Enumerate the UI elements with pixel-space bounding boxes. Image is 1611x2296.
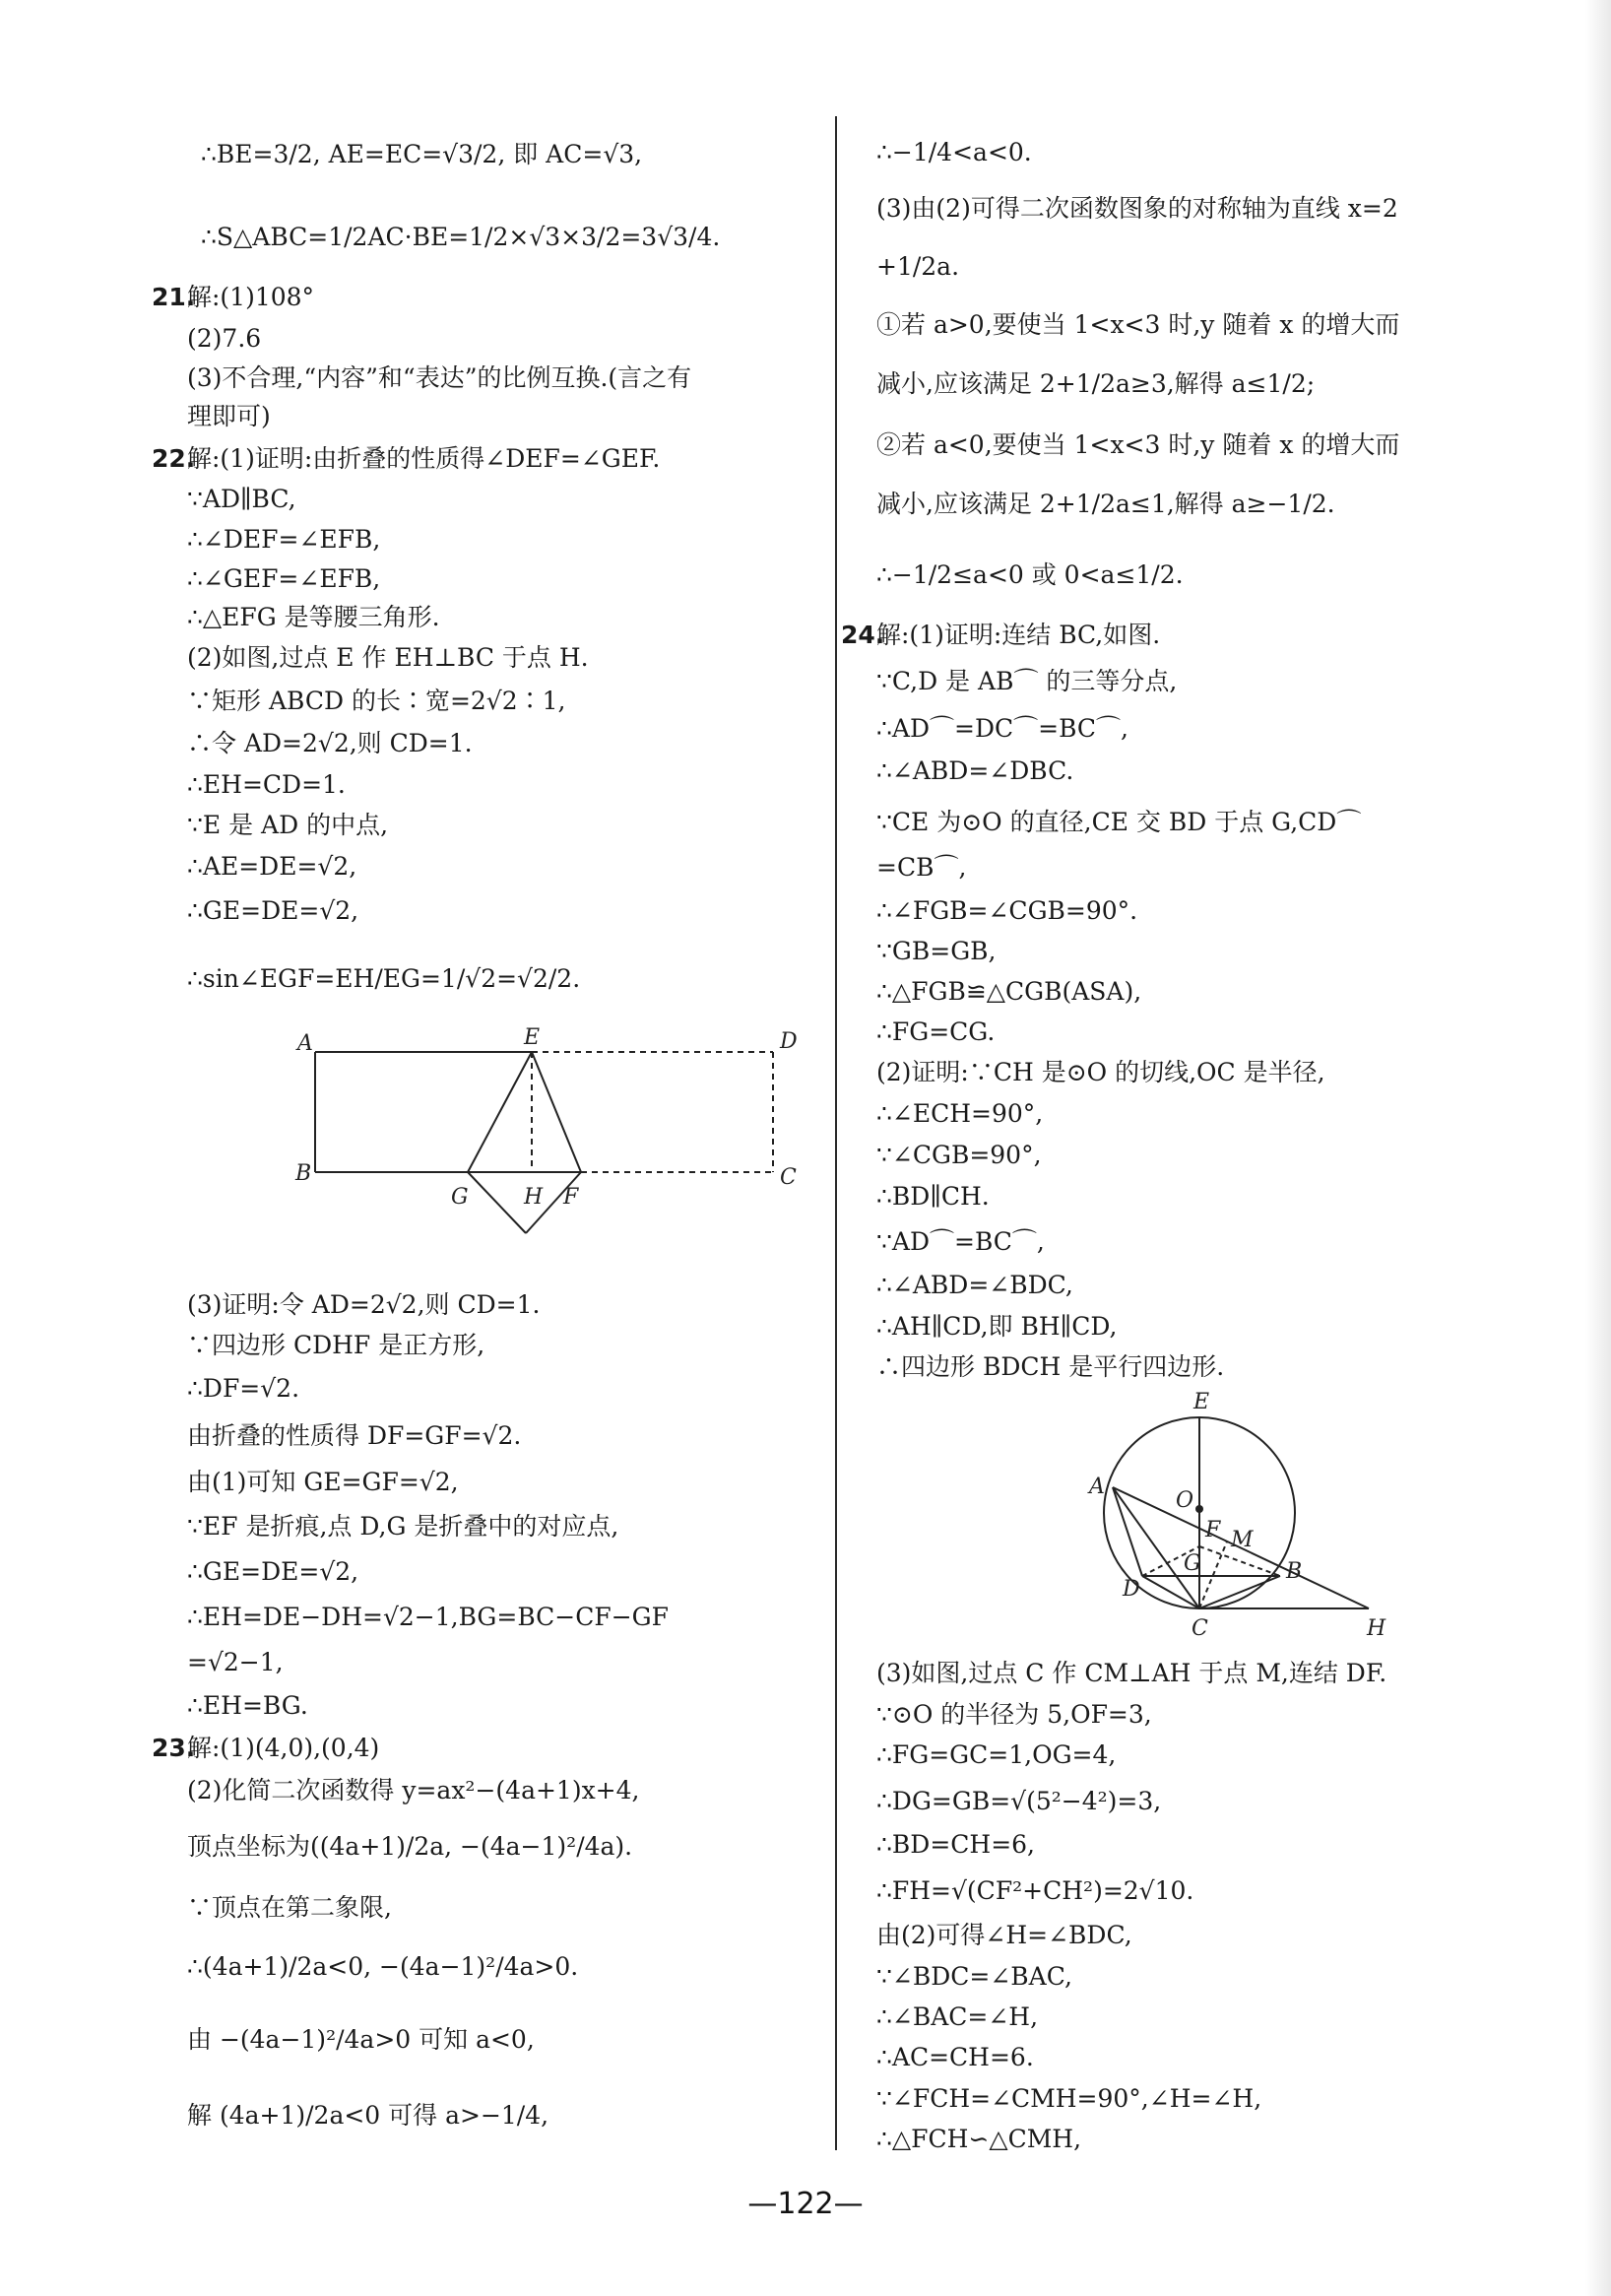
- q24-number: 24.: [841, 621, 885, 649]
- q22-line: ∵AD∥BC,: [187, 485, 296, 513]
- q22-line: ∴令 AD=2√2,则 CD=1.: [187, 729, 473, 757]
- q20-line-2: ∴S△ABC=1/2AC·BE=1/2×√3×3/2=3√3/4.: [201, 223, 721, 251]
- label-O: O: [1176, 1488, 1194, 1513]
- q24-line: ∵∠CGB=90°,: [876, 1141, 1042, 1169]
- q22-line: ∴∠DEF=∠EFB,: [187, 525, 381, 554]
- q24-line: ∴AD⌒=DC⌒=BC⌒,: [876, 714, 1128, 743]
- q24-line: =CB⌒,: [876, 853, 967, 882]
- q23-cont-line: ∴−1/2≤a<0 或 0<a≤1/2.: [876, 560, 1184, 589]
- q24-line: ∵∠FCH=∠CMH=90°,∠H=∠H,: [876, 2084, 1262, 2113]
- q23-cont-line: 减小,应该满足 2+1/2a≤1,解得 a≥−1/2.: [876, 490, 1335, 518]
- q22-line: ∴DF=√2.: [187, 1374, 300, 1403]
- center-O-dot: [1195, 1505, 1203, 1513]
- label-G: G: [1184, 1551, 1201, 1576]
- q22-line: ∴EH=DE−DH=√2−1,BG=BC−CF−GF: [187, 1603, 669, 1631]
- label-E: E: [1193, 1390, 1210, 1414]
- q22-line: (3)证明:令 AD=2√2,则 CD=1.: [187, 1290, 541, 1319]
- label-C: C: [1192, 1616, 1208, 1641]
- q23-line: ∴(4a+1)/2a<0, −(4a−1)²/4a>0.: [187, 1952, 579, 1981]
- column-divider: [835, 116, 837, 2150]
- q24-line: ∵CE 为⊙O 的直径,CE 交 BD 于点 G,CD⌒: [876, 808, 1362, 836]
- q20-line-1: ∴BE=3/2, AE=EC=√3/2, 即 AC=√3,: [201, 140, 643, 168]
- q22-line: ∴∠GEF=∠EFB,: [187, 564, 381, 593]
- q24-line: ∴∠ABD=∠DBC.: [876, 756, 1074, 785]
- q24-line: ∴BD∥CH.: [876, 1182, 990, 1211]
- q24-line: (2)证明:∵CH 是⊙O 的切线,OC 是半径,: [876, 1058, 1325, 1086]
- page-edge-shadow: [1585, 0, 1611, 2296]
- q24-line: ∵AD⌒=BC⌒,: [876, 1227, 1045, 1256]
- q22-line: ∴GE=DE=√2,: [187, 1557, 359, 1586]
- label-B: B: [1286, 1559, 1303, 1584]
- q23-cont-line: 减小,应该满足 2+1/2a≥3,解得 a≤1/2;: [876, 369, 1316, 398]
- q24-line: ∴AC=CH=6.: [876, 2043, 1034, 2071]
- q24-line: 解:(1)证明:连结 BC,如图.: [876, 621, 1161, 649]
- q23-line: 解 (4a+1)/2a<0 可得 a>−1/4,: [187, 2101, 549, 2130]
- q24-line: ∴∠FGB=∠CGB=90°.: [876, 896, 1138, 925]
- label-D: D: [1123, 1577, 1140, 1602]
- q23-cont-line: ②若 a<0,要使当 1<x<3 时,y 随着 x 的增大而: [876, 430, 1400, 459]
- q24-line: ∴BD=CH=6,: [876, 1830, 1035, 1859]
- q24-line: ∴∠ECH=90°,: [876, 1099, 1044, 1128]
- segment-EG: [468, 1052, 532, 1172]
- label-D: D: [780, 1029, 798, 1054]
- q22-line: 由折叠的性质得 DF=GF=√2.: [187, 1421, 522, 1450]
- q24-circle-figure: [1054, 1389, 1487, 1645]
- label-F: F: [1205, 1518, 1221, 1542]
- q24-line: ∵⊙O 的半径为 5,OF=3,: [876, 1700, 1152, 1729]
- label-H: H: [524, 1185, 544, 1210]
- label-E: E: [524, 1025, 541, 1050]
- q22-line: ∵四边形 CDHF 是正方形,: [187, 1331, 485, 1359]
- q21-line: (3)不合理,“内容”和“表达”的比例互换.(言之有: [187, 363, 692, 392]
- page-number: —122—: [747, 2187, 864, 2221]
- segment-G-to-folded-D: [468, 1172, 526, 1233]
- q22-number: 22.: [152, 444, 196, 473]
- q24-line: 由(2)可得∠H=∠BDC,: [876, 1921, 1132, 1949]
- segment-EF: [532, 1052, 581, 1172]
- q23-line: 顶点坐标为((4a+1)/2a, −(4a−1)²/4a).: [187, 1832, 633, 1861]
- q22-line: ∴AE=DE=√2,: [187, 852, 357, 881]
- q22-line: ∴GE=DE=√2,: [187, 896, 359, 925]
- q22-line: ∵E 是 AD 的中点,: [187, 811, 389, 839]
- q23-line: ∵顶点在第二象限,: [187, 1893, 392, 1922]
- q22-line: ∴sin∠EGF=EH/EG=1/√2=√2/2.: [187, 964, 581, 993]
- q23-cont-line: ①若 a>0,要使当 1<x<3 时,y 随着 x 的增大而: [876, 310, 1400, 339]
- q23-line: (2)化简二次函数得 y=ax²−(4a+1)x+4,: [187, 1776, 640, 1804]
- q23-line: 由 −(4a−1)²/4a>0 可知 a<0,: [187, 2025, 535, 2054]
- q24-line: ∴FH=√(CF²+CH²)=2√10.: [876, 1876, 1194, 1905]
- q24-line: ∴四边形 BDCH 是平行四边形.: [876, 1352, 1225, 1381]
- q24-line: ∵∠BDC=∠BAC,: [876, 1962, 1072, 1991]
- label-B: B: [295, 1161, 312, 1186]
- q22-line: 解:(1)证明:由折叠的性质得∠DEF=∠GEF.: [187, 444, 661, 473]
- label-H: H: [1367, 1616, 1386, 1641]
- label-A: A: [1089, 1475, 1105, 1499]
- q23-line: 解:(1)(4,0),(0,4): [187, 1734, 380, 1762]
- q22-line: ∵EF 是折痕,点 D,G 是折叠中的对应点,: [187, 1512, 619, 1541]
- q23-number: 23.: [152, 1734, 196, 1762]
- q22-line: ∴EH=CD=1.: [187, 770, 346, 799]
- q22-line: ∴EH=BG.: [187, 1691, 308, 1720]
- q24-line: ∴∠BAC=∠H,: [876, 2002, 1039, 2031]
- label-A: A: [297, 1031, 313, 1056]
- q21-line: 解:(1)108°: [187, 283, 315, 311]
- q24-line: ∴FG=GC=1,OG=4,: [876, 1740, 1117, 1769]
- q24-line: ∴AH∥CD,即 BH∥CD,: [876, 1312, 1118, 1341]
- q21-number: 21.: [152, 283, 196, 311]
- q24-line: ∴△FCH∽△CMH,: [876, 2125, 1082, 2153]
- q23-cont-line: +1/2a.: [876, 252, 960, 281]
- label-M: M: [1231, 1528, 1254, 1552]
- q24-line: ∵C,D 是 AB⌒ 的三等分点,: [876, 667, 1178, 695]
- q22-line: 由(1)可知 GE=GF=√2,: [187, 1468, 459, 1496]
- q24-line: ∴∠ABD=∠BDC,: [876, 1271, 1073, 1299]
- q22-rectangle-fold-figure: [295, 1024, 876, 1271]
- q24-line: ∴DG=GB=√(5²−4²)=3,: [876, 1787, 1162, 1815]
- q21-line: 理即可): [187, 402, 271, 430]
- q24-line: ∵GB=GB,: [876, 937, 997, 965]
- q23-cont-line: (3)由(2)可得二次函数图象的对称轴为直线 x=2: [876, 194, 1398, 223]
- q24-line: ∴△FGB≌△CGB(ASA),: [876, 977, 1142, 1006]
- q24-line: (3)如图,过点 C 作 CM⊥AH 于点 M,连结 DF.: [876, 1659, 1387, 1687]
- q22-line: =√2−1,: [187, 1648, 284, 1676]
- q22-line: ∵矩形 ABCD 的长∶宽=2√2∶1,: [187, 687, 566, 715]
- q22-line: ∴△EFG 是等腰三角形.: [187, 603, 440, 631]
- q22-line: (2)如图,过点 E 作 EH⊥BC 于点 H.: [187, 643, 589, 672]
- q24-line: ∴FG=CG.: [876, 1017, 996, 1046]
- q21-line: (2)7.6: [187, 324, 262, 353]
- label-G: G: [451, 1185, 469, 1210]
- label-C: C: [780, 1165, 797, 1190]
- q23-cont-line: ∴−1/4<a<0.: [876, 138, 1032, 166]
- label-F: F: [563, 1185, 579, 1210]
